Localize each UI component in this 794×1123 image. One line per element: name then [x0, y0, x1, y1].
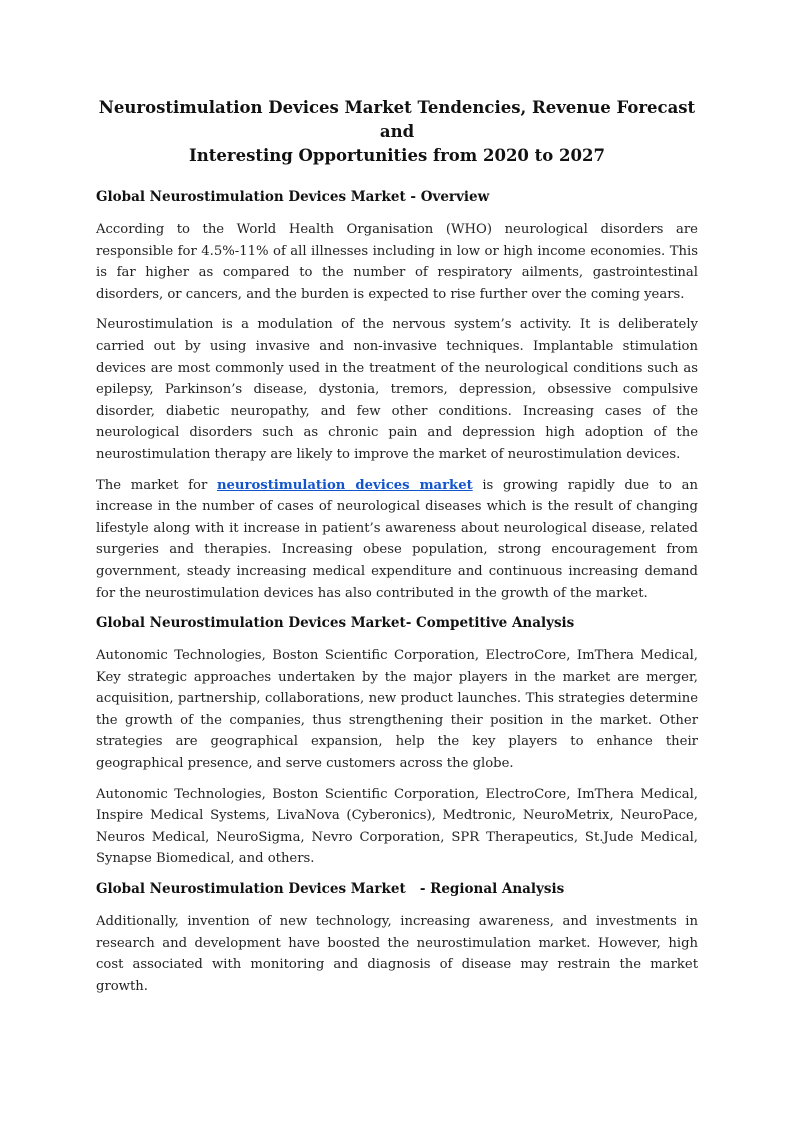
competitive-paragraph-1: Autonomic Technologies, Boston Scientific Corporation, ElectroCore, ImThera Medical, Key strategic approaches undertaken by the major players in the market are merger, acquisition, partnership, collaborations, new product launches. This strategies determine the growth of the companies, thus strengthening their position in the market. Other strategies are geographical expansion, help the key players to enhance their geographical presence, and serve customers across the globe.: [96, 648, 698, 772]
neurostimulation-market-link[interactable]: neurostimulation devices market: [216, 477, 473, 493]
overview-paragraph-1: According to the World Health Organisation (WHO) neurological disorders are responsible for 4.5%-11% of all illnesses including in low or high income economies. This is far higher as compared to the number of respiratory ailments, gastrointestinal disorders, or cancers, and the burden is expected to rise further over the coming years.: [96, 222, 698, 302]
regional-heading: Global Neurostimulation Devices Market - Regional Analysis: [96, 881, 565, 898]
overview-paragraph-3-lead: The market for: [96, 477, 217, 493]
overview-paragraph-3: [96, 475, 698, 605]
overview-paragraph-3-rest: is growing rapidly due to an increase in the number of cases of neurological diseases which is the result of changing lifestyle along with it increase in patient’s awareness about neurological disease, related surgeries and therapies. Increasing obese population, strong encouragement from government, steady increasing medical expenditure and continuous increasing demand for the neurostimulation devices has also contributed in the growth of the market.: [96, 477, 698, 601]
title-line-2: Interesting Opportunities from 2020 to 2027: [189, 146, 605, 165]
overview-heading: Global Neurostimulation Devices Market - Overview: [96, 189, 490, 205]
regional-paragraph-1: Additionally, invention of new technology, increasing awareness, and investments in research and development have boosted the neurostimulation market. However, high cost associated with monitoring and diagnosis of disease may restrain the market growth.: [96, 914, 698, 994]
competitive-heading: Global Neurostimulation Devices Market- Competitive Analysis: [96, 615, 575, 632]
overview-paragraph-2: Neurostimulation is a modulation of the nervous system’s activity. It is deliberately carried out by using invasive and non-invasive techniques. Implantable stimulation devices are most commonly used in the treatment of the neurological conditions such as epilepsy, Parkinson’s disease, dystonia, tremors, depression, obsessive compulsive disorder, diabetic neuropathy, and few other conditions. Increasing cases of the neurological disorders such as chronic pain and depression high adoption of the neurostimulation therapy are likely to improve the market of neurostimulation devices.: [96, 317, 698, 462]
competitive-paragraph-2: Autonomic Technologies, Boston Scientific Corporation, ElectroCore, ImThera Medical, Inspire Medical Systems, LivaNova (Cyberonics), Medtronic, NeuroMetrix, NeuroPace, Neuros Medical, NeuroSigma, Nevro Corporation, SPR Therapeutics, St.Jude Medical, Synapse Biomedical, and others.: [96, 786, 698, 867]
document-title: [90, 96, 704, 168]
title-line-1: Neurostimulation Devices Market Tendencies, Revenue Forecast and: [98, 98, 696, 141]
document-body: [96, 187, 698, 1006]
